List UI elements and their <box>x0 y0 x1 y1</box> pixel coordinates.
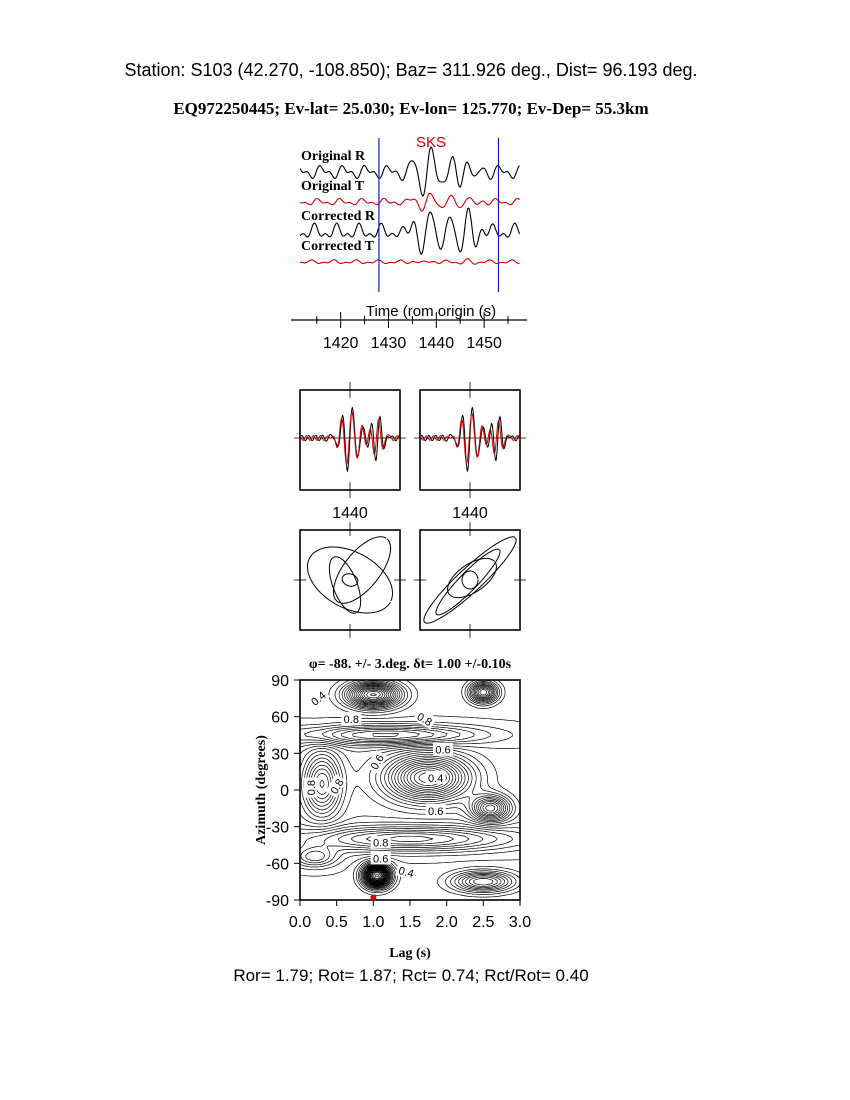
particle-waveform-tick-right: 1440 <box>452 505 488 522</box>
motion-ellipse-corrected <box>462 571 478 589</box>
grid-y-tick-label: -90 <box>265 893 289 910</box>
grid-x-label: Lag (s) <box>389 946 431 961</box>
contour-label-text: 0.6 <box>373 853 389 866</box>
energy-grid-panel <box>254 657 531 961</box>
phase-label: SKS <box>415 134 447 151</box>
particle-waveform-traces <box>294 382 526 498</box>
time-tick-label: 1430 <box>370 335 407 352</box>
contour-label <box>371 836 391 850</box>
grid-x-tick-label: 3.0 <box>508 914 532 931</box>
particle-waveform-tick-left: 1440 <box>332 505 368 522</box>
contour-label <box>326 774 348 798</box>
grid-y-tick-label: -30 <box>265 819 289 837</box>
contour-label-text: 0.8 <box>306 779 318 796</box>
time-tick-label: 1450 <box>466 335 502 352</box>
grid-x-tick-label: 0.5 <box>325 914 348 931</box>
trace-label-0: Original R <box>301 149 366 164</box>
contour-label-text: 0.6 <box>428 805 444 818</box>
station-header: Station: S103 (42.270, -108.850); Baz= 311.926 deg., Dist= 96.193 deg. <box>124 60 698 80</box>
grid-x-tick-label: 0.0 <box>288 914 312 931</box>
grid-y-tick-label: 30 <box>271 746 289 764</box>
best-fit-marker <box>370 895 376 901</box>
analysis-window <box>379 138 499 292</box>
grid-x-tick-label: 1.5 <box>398 914 422 931</box>
contour-label-text: 0.6 <box>435 744 451 757</box>
grid-y-tick-label: 90 <box>271 673 289 690</box>
ratio-summary: Ror= 1.79; Rot= 1.87; Rct= 0.74; Rct/Rot= 0.40 <box>233 966 589 985</box>
grid-x-tick-label: 2.0 <box>435 914 458 931</box>
trace-label-1: Original T <box>301 179 365 194</box>
contour-label-text: 0.4 <box>428 772 444 785</box>
event-header: EQ972250445; Ev-lat= 25.030; Ev-lon= 125.770; Ev-Dep= 55.3km <box>173 99 649 118</box>
contour-label-text: 0.8 <box>414 710 434 729</box>
grid-title: φ= -88. +/- 3.deg. δt= 1.00 +/-0.10s <box>308 657 512 672</box>
particle-motion-panels <box>294 522 526 638</box>
contour-label <box>426 771 446 785</box>
time-tick-label: 1420 <box>322 335 359 352</box>
grid-y-tick-label: 60 <box>271 709 289 727</box>
trace-3 <box>300 259 520 265</box>
contour-label <box>366 750 388 774</box>
contour-label <box>426 804 446 818</box>
grid-y-tick-label: 0 <box>280 783 289 800</box>
time-tick-label: 1440 <box>418 335 455 352</box>
contour-label <box>341 712 361 726</box>
contour-label <box>371 851 391 865</box>
waveform-panel <box>291 134 527 352</box>
trace-labels <box>301 149 376 254</box>
contour-label <box>433 743 453 757</box>
contour-label-text: 0.4 <box>309 689 329 709</box>
contour-label-text: 0.8 <box>343 714 359 727</box>
particle-waveform-panels <box>294 382 526 522</box>
contour-label-text: 0.8 <box>328 777 347 797</box>
grid-y-tick-label: -60 <box>265 856 289 874</box>
motion-ellipse-corrected <box>424 537 516 623</box>
particle-motion-curves <box>294 522 526 638</box>
contour-label-text: 0.6 <box>368 752 387 773</box>
time-axis-label: Time (rom origin (s) <box>365 303 497 320</box>
contour-label-text: 0.8 <box>373 837 389 850</box>
particle-motion-frame-corrected <box>420 530 520 630</box>
grid-contour-labels <box>304 687 453 882</box>
grid-x-tick-label: 2.5 <box>472 914 495 931</box>
contour-label <box>395 863 418 882</box>
contour-label <box>304 778 318 798</box>
trace-label-2: Corrected R <box>301 209 375 224</box>
contour-label-text: 0.4 <box>397 865 415 881</box>
grid-y-label: Azimuth (degrees) <box>254 735 269 845</box>
particle-motion-frame-original <box>300 530 400 630</box>
contour-label <box>306 687 330 711</box>
grid-x-tick-label: 1.0 <box>362 914 385 931</box>
trace-label-3: Corrected T <box>301 239 374 254</box>
